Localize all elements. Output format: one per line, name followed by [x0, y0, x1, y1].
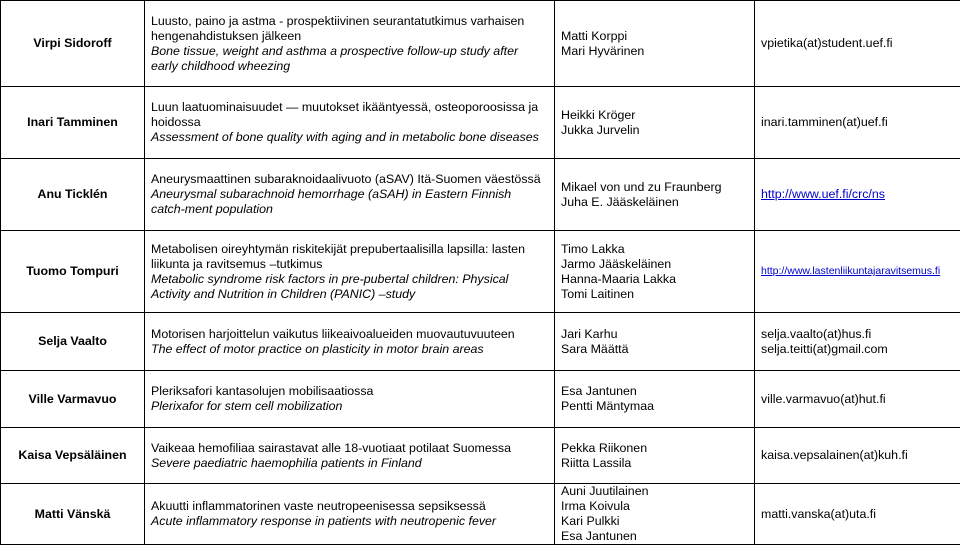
thesis-title-cell: [145, 1, 555, 87]
thesis-title-en: The effect of motor practice on plasticity in motor brain areas: [151, 342, 548, 357]
supervisor: Kari Pulkki: [561, 514, 748, 529]
table-row: [1, 428, 960, 484]
supervisor: Tomi Laitinen: [561, 287, 748, 302]
supervisor: Juha E. Jääskeläinen: [561, 195, 748, 210]
thesis-title-fi: Luusto, paino ja astma - prospektiivinen seurantatutkimus varhaisen hengenahdistuksen jälkeen: [151, 14, 548, 44]
supervisor: Matti Korppi: [561, 29, 748, 44]
student-name: Inari Tamminen: [1, 87, 145, 159]
thesis-title-cell: [145, 87, 555, 159]
table-row: [1, 159, 960, 231]
contact-email: inari.tamminen(at)uef.fi: [761, 115, 954, 130]
supervisor: Esa Jantunen: [561, 529, 748, 544]
supervisor: Timo Lakka: [561, 242, 748, 257]
thesis-title-fi: Pleriksafori kantasolujen mobilisaatiossa: [151, 384, 548, 399]
thesis-title-en: Plerixafor for stem cell mobilization: [151, 399, 548, 414]
thesis-title-fi: Aneurysmaattinen subaraknoidaalivuoto (aSAV) Itä-Suomen väestössä: [151, 172, 548, 187]
thesis-title-fi: Luun laatuominaisuudet — muutokset ikääntyessä, osteoporoosissa ja hoidossa: [151, 100, 548, 130]
supervisor: Auni Juutilainen: [561, 484, 748, 499]
thesis-title-en: Aneurysmal subarachnoid hemorrhage (aSAH) in Eastern Finnish catch-ment population: [151, 187, 548, 217]
student-name: Selja Vaalto: [1, 313, 145, 371]
student-name: Matti Vänskä: [1, 484, 145, 545]
thesis-title-en: Metabolic syndrome risk factors in pre-pubertal children: Physical Activity and Nutrition in Children (PANIC) –study: [151, 272, 548, 302]
supervisor: Riitta Lassila: [561, 456, 748, 471]
thesis-title-fi: Motorisen harjoittelun vaikutus liikeaivoalueiden muovautuvuuteen: [151, 327, 548, 342]
student-name: Kaisa Vepsäläinen: [1, 428, 145, 484]
table-row: [1, 1, 960, 87]
supervisor: Pekka Riikonen: [561, 441, 748, 456]
supervisor: Hanna-Maaria Lakka: [561, 272, 748, 287]
supervisors-cell: [555, 87, 755, 159]
supervisors-cell: [555, 159, 755, 231]
contact-email: matti.vanska(at)uta.fi: [761, 507, 954, 522]
supervisor: Heikki Kröger: [561, 108, 748, 123]
supervisor: Sara Määttä: [561, 342, 748, 357]
thesis-title-en: Acute inflammatory response in patients with neutropenic fever: [151, 514, 548, 529]
supervisor: Pentti Mäntymaa: [561, 399, 748, 414]
student-name: Virpi Sidoroff: [1, 1, 145, 87]
supervisors-cell: [555, 231, 755, 313]
contact-cell: [755, 313, 960, 371]
contact-email: kaisa.vepsalainen(at)kuh.fi: [761, 448, 954, 463]
thesis-title-cell: [145, 231, 555, 313]
table-row: [1, 231, 960, 313]
supervisor: Jari Karhu: [561, 327, 748, 342]
supervisors-cell: [555, 428, 755, 484]
table-row: [1, 371, 960, 428]
thesis-title-cell: [145, 428, 555, 484]
supervisors-cell: [555, 371, 755, 428]
thesis-title-en: Severe paediatric haemophilia patients in Finland: [151, 456, 548, 471]
supervisor: Mikael von und zu Fraunberg: [561, 180, 748, 195]
thesis-title-fi: Akuutti inflammatorinen vaste neutropeenisessa sepsiksessä: [151, 499, 548, 514]
contact-cell: [755, 371, 960, 428]
student-name: Ville Varmavuo: [1, 371, 145, 428]
table-row: [1, 484, 960, 545]
contact-cell: [755, 159, 960, 231]
thesis-title-fi: Vaikeaa hemofiliaa sairastavat alle 18-vuotiaat potilaat Suomessa: [151, 441, 548, 456]
thesis-title-cell: [145, 159, 555, 231]
supervisor: Mari Hyvärinen: [561, 44, 748, 59]
contact-email: ville.varmavuo(at)hut.fi: [761, 392, 954, 407]
thesis-title-en: Assessment of bone quality with aging and in metabolic bone diseases: [151, 130, 548, 145]
supervisors-cell: [555, 1, 755, 87]
contact-cell: [755, 484, 960, 545]
table-row: [1, 87, 960, 159]
thesis-title-fi: Metabolisen oireyhtymän riskitekijät prepubertaalisilla lapsilla: lasten liikunta ja ravitsemus –tutkimus: [151, 242, 548, 272]
supervisor: Irma Koivula: [561, 499, 748, 514]
thesis-title-cell: [145, 313, 555, 371]
thesis-table-body: [1, 1, 960, 545]
contact-link[interactable]: http://www.lastenliikuntajaravitsemus.fi: [761, 264, 954, 279]
contact-cell: [755, 428, 960, 484]
contact-link[interactable]: http://www.uef.fi/crc/ns: [761, 187, 954, 202]
supervisor: Jarmo Jääskeläinen: [561, 257, 748, 272]
thesis-title-cell: [145, 484, 555, 545]
contact-cell: [755, 87, 960, 159]
supervisors-cell: [555, 313, 755, 371]
student-name: Anu Ticklén: [1, 159, 145, 231]
supervisor: Esa Jantunen: [561, 384, 748, 399]
contact-email: vpietika(at)student.uef.fi: [761, 36, 954, 51]
student-name: Tuomo Tompuri: [1, 231, 145, 313]
thesis-title-cell: [145, 371, 555, 428]
thesis-title-en: Bone tissue, weight and asthma a prospective follow-up study after early childhood wheezing: [151, 44, 548, 74]
contact-cell: [755, 1, 960, 87]
supervisor: Jukka Jurvelin: [561, 123, 748, 138]
contact-cell: [755, 231, 960, 313]
contact-email: selja.teitti(at)gmail.com: [761, 342, 954, 357]
contact-email: selja.vaalto(at)hus.fi: [761, 327, 954, 342]
supervisors-cell: [555, 484, 755, 545]
table-row: [1, 313, 960, 371]
